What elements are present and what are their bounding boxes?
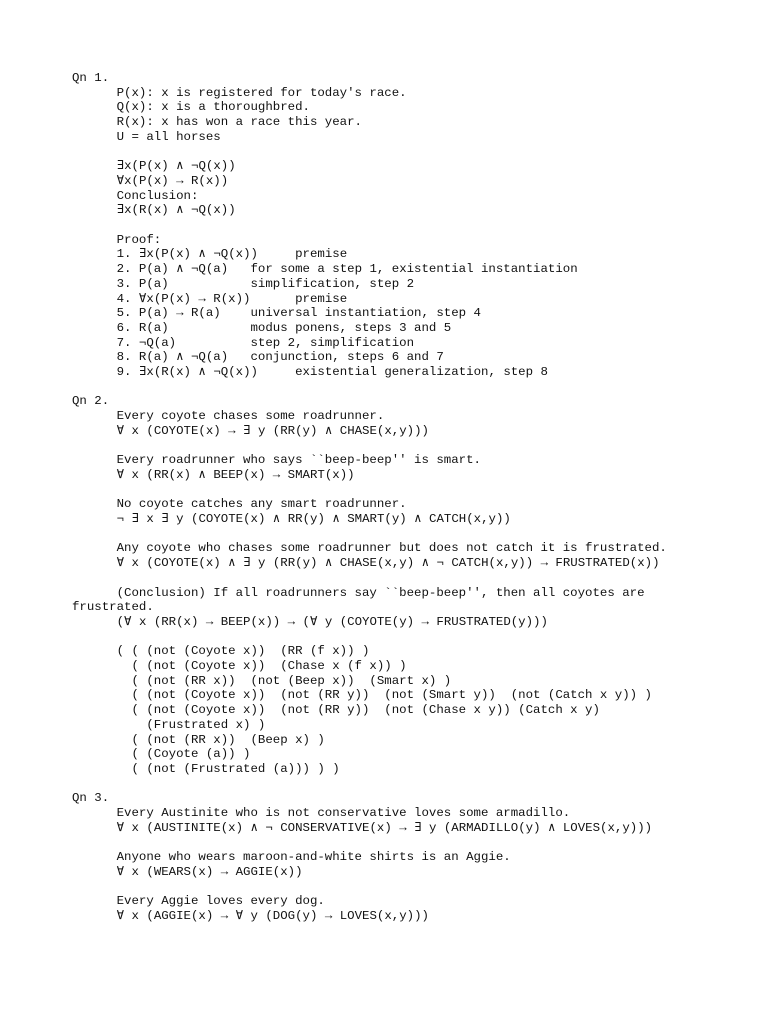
blank-line <box>72 571 762 586</box>
qn1-premise-2: ∀x(P(x) → R(x)) <box>72 173 229 188</box>
qn2-formula-3: ¬ ∃ x ∃ y (COYOTE(x) ∧ RR(y) ∧ SMART(y) ∧ CATCH(x,y)) <box>72 512 511 527</box>
qn2-conclusion-formula: (∀ x (RR(x) → BEEP(x)) → (∀ y (COYOTE(y) → FRUSTRATED(y))) <box>72 614 548 629</box>
qn2-conclusion-statement-wrap: frustrated. <box>72 600 154 615</box>
qn1-universe: U = all horses <box>72 129 221 144</box>
qn1-proof-step-8: 8. R(a) ∧ ¬Q(a) conjunction, steps 6 and 7 <box>72 350 444 365</box>
qn1-heading: Qn 1. <box>72 71 110 85</box>
qn1-proof-step-7: 7. ¬Q(a) step 2, simplification <box>72 335 415 350</box>
qn2-formula-4: ∀ x (COYOTE(x) ∧ ∃ y (RR(y) ∧ CHASE(x,y) ∧ ¬ CATCH(x,y)) → FRUSTRATED(x)) <box>72 556 660 571</box>
qn3-formula-2: ∀ x (WEARS(x) → AGGIE(x)) <box>72 864 303 879</box>
qn1-proof-step-6: 6. R(a) modus ponens, steps 3 and 5 <box>72 320 452 335</box>
qn3-formula-3: ∀ x (AGGIE(x) → ∀ y (DOG(y) → LOVES(x,y))) <box>72 908 429 923</box>
qn3-heading: Qn 3. <box>72 791 110 806</box>
qn1-proof-step-1: 1. ∃x(P(x) ∧ ¬Q(x)) premise <box>72 247 348 262</box>
qn2-formula-1: ∀ x (COYOTE(x) → ∃ y (RR(y) ∧ CHASE(x,y))) <box>72 423 429 438</box>
qn1-proof-label: Proof: <box>72 232 162 247</box>
document-body <box>72 71 762 924</box>
qn2-statement-1: Every coyote chases some roadrunner. <box>72 409 385 424</box>
qn1-conclusion: ∃x(R(x) ∧ ¬Q(x)) <box>72 203 236 218</box>
blank-line <box>72 835 762 850</box>
qn2-statement-3: No coyote catches any smart roadrunner. <box>72 497 407 512</box>
blank-line <box>72 777 762 792</box>
qn2-clause-6: ( (not (RR x)) (Beep x) ) <box>72 732 325 747</box>
qn2-clause-5-wrap: (Frustrated x) ) <box>72 717 266 732</box>
qn3-statement-2: Anyone who wears maroon-and-white shirts is an Aggie. <box>72 850 511 865</box>
qn2-clause-8: ( (not (Frustrated (a))) ) ) <box>72 761 340 776</box>
qn1-proof-step-3: 3. P(a) simplification, step 2 <box>72 276 415 291</box>
qn1-def-p: P(x): x is registered for today's race. <box>72 85 407 100</box>
qn1-premise-1: ∃x(P(x) ∧ ¬Q(x)) <box>72 159 236 174</box>
blank-line <box>72 145 762 160</box>
blank-line <box>72 218 762 233</box>
qn1-proof-step-4: 4. ∀x(P(x) → R(x)) premise <box>72 291 348 306</box>
qn2-heading: Qn 2. <box>72 394 110 409</box>
qn1-proof-step-9: 9. ∃x(R(x) ∧ ¬Q(x)) existential generalization, step 8 <box>72 365 548 380</box>
blank-line <box>72 380 762 395</box>
qn2-clause-3: ( (not (RR x)) (not (Beep x)) (Smart x) ) <box>72 673 452 688</box>
blank-line <box>72 483 762 498</box>
qn2-conclusion-statement: (Conclusion) If all roadrunners say ``beep-beep'', then all coyotes are <box>72 585 645 600</box>
qn2-statement-2: Every roadrunner who says ``beep-beep'' is smart. <box>72 453 481 468</box>
qn2-formula-2: ∀ x (RR(x) ∧ BEEP(x) → SMART(x)) <box>72 467 355 482</box>
qn2-clause-7: ( (Coyote (a)) ) <box>72 747 251 762</box>
blank-line <box>72 630 762 645</box>
qn3-formula-1: ∀ x (AUSTINITE(x) ∧ ¬ CONSERVATIVE(x) → ∃ y (ARMADILLO(y) ∧ LOVES(x,y))) <box>72 820 653 835</box>
qn1-conclusion-label: Conclusion: <box>72 188 199 203</box>
qn2-clause-5: ( (not (Coyote x)) (not (RR y)) (not (Chase x y)) (Catch x y) <box>72 703 600 718</box>
qn2-clause-1: ( ( (not (Coyote x)) (RR (f x)) ) <box>72 644 370 659</box>
qn1-proof-step-2: 2. P(a) ∧ ¬Q(a) for some a step 1, existential instantiation <box>72 262 578 277</box>
blank-line <box>72 880 762 895</box>
qn1-def-q: Q(x): x is a thoroughbred. <box>72 100 310 115</box>
qn3-statement-3: Every Aggie loves every dog. <box>72 894 325 909</box>
qn1-def-r: R(x): x has won a race this year. <box>72 115 362 130</box>
qn1-proof-step-5: 5. P(a) → R(a) universal instantiation, step 4 <box>72 306 481 321</box>
blank-line <box>72 527 762 542</box>
qn2-clause-2: ( (not (Coyote x)) (Chase x (f x)) ) <box>72 659 407 673</box>
qn3-statement-1: Every Austinite who is not conservative loves some armadillo. <box>72 806 571 821</box>
blank-line <box>72 439 762 454</box>
qn2-statement-4: Any coyote who chases some roadrunner but does not catch it is frustrated. <box>72 541 667 556</box>
qn2-clause-4: ( (not (Coyote x)) (not (RR y)) (not (Smart y)) (not (Catch x y)) ) <box>72 688 652 703</box>
